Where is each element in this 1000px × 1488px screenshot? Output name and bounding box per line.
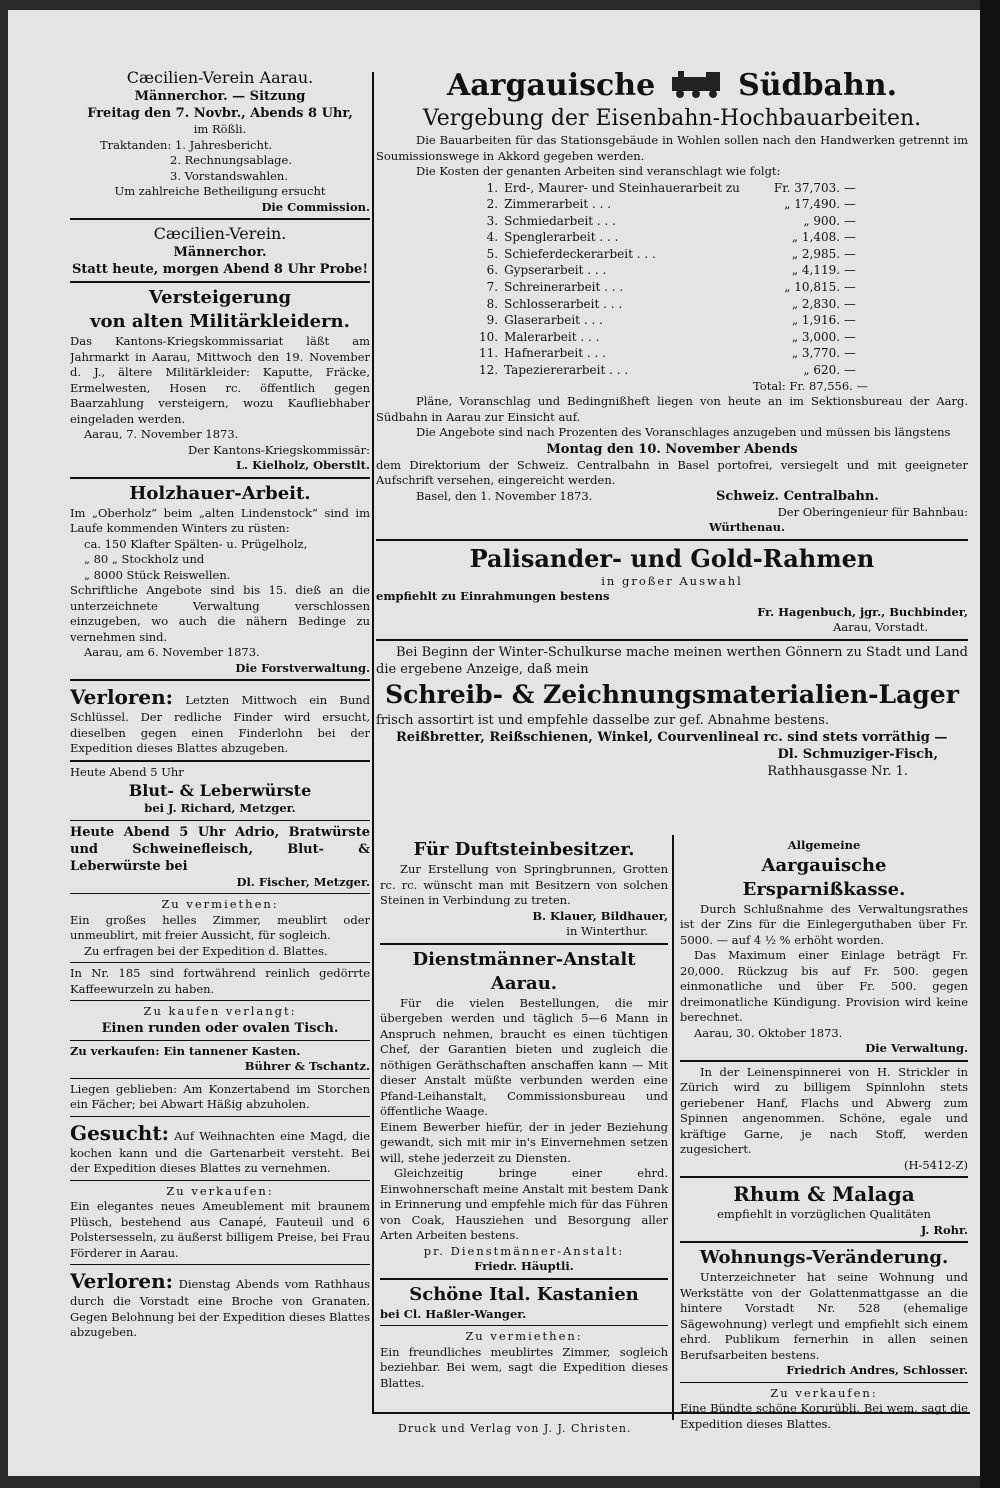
cost-row xyxy=(476,312,859,329)
ad-call: Um zahlreiche Betheiligung ersucht xyxy=(114,184,326,198)
cost-item: Tapeziererarbeit . . . xyxy=(504,363,629,378)
ad-signature: bei Cl. Haßler-Wanger. xyxy=(380,1306,527,1321)
cost-number: 3. xyxy=(486,213,499,228)
divider xyxy=(70,962,370,963)
ad-title: Dienstmänner-Anstalt Aarau. xyxy=(412,948,636,994)
divider xyxy=(70,477,370,479)
ad-title: Cæcilien-Verein Aarau. xyxy=(126,68,314,87)
cost-number: 5. xyxy=(486,246,499,261)
ad-signature: Die Verwaltung. xyxy=(865,1041,968,1055)
cost-number: 6. xyxy=(486,263,499,278)
cost-amount: „ 620. — xyxy=(803,363,856,378)
ad-wohnung xyxy=(680,1246,968,1379)
ad-text: empfiehlt zu Einrahmungen bestens xyxy=(376,589,610,604)
ad-signature: Die Forstverwaltung. xyxy=(235,660,370,675)
ad-vermieten-zimmer-2 xyxy=(380,1329,668,1391)
ad-item: „ 80 „ Stockholz und xyxy=(84,552,205,566)
ad-item: ca. 150 Klafter Spälten- u. Prügelholz, xyxy=(84,536,308,551)
ad-signature: Würthenau. xyxy=(708,520,786,535)
ad-text: Zur Erstellung von Springbrunnen, Grotten rc. rc. wünscht man mit Besitzern von solchen Steinen in Verbindung zu treten. xyxy=(380,862,668,907)
divider xyxy=(680,1176,968,1178)
cost-row xyxy=(476,246,859,263)
ad-item: 3. Vorstandswahlen. xyxy=(170,168,288,183)
ad-title: von alten Militärkleidern. xyxy=(90,311,350,332)
ad-date: Basel, den 1. November 1873. xyxy=(416,488,593,503)
cost-row xyxy=(476,329,859,346)
page-edge-shadow xyxy=(980,0,1000,1488)
ad-text: Das Maximum einer Einlage beträgt Fr. 20,000. Rückzug bis auf Fr. 500. gegen einmonatliche und über Fr. 500. gegen dreimonatliche Kündigung. Provision wird keine berechnet. xyxy=(680,948,968,1024)
ad-place: im Rößli. xyxy=(193,122,247,136)
divider xyxy=(70,1180,370,1181)
cost-amount: „ 2,985. — xyxy=(791,246,856,261)
ad-kaffeewurzeln xyxy=(70,966,370,997)
cost-number: 8. xyxy=(486,296,499,311)
cost-amount: „ 2,830. — xyxy=(791,296,856,311)
ad-headline: Zu kaufen verlangt: xyxy=(143,1004,297,1018)
ad-intro: Die Bauarbeiten für das Stationsgebäude in Wohlen sollen nach den Handwerken getrennt im Soumissionswege in Akkord gegeben werden. xyxy=(376,133,968,163)
ad-text: Ein elegantes neues Ameublement mit braunem Plüsch, bestehend aus Canapé, Fauteuil und 6 Polstersesseln, zu äußerst billigem Preise, bei Frau Förderer in Aarau. xyxy=(70,1199,370,1260)
cost-table xyxy=(476,180,859,379)
divider xyxy=(70,893,370,894)
ad-dienstmaenner xyxy=(380,948,668,1275)
ad-leinenspinnerei xyxy=(680,1065,968,1174)
ad-subtitle: Männerchor. xyxy=(173,245,267,260)
ad-signature: B. Klauer, Bildhauer, xyxy=(532,908,668,923)
left-column xyxy=(70,65,370,1343)
cost-item: Erd-, Maurer- und Steinhauerarbeit zu xyxy=(504,180,740,195)
ad-wuerste xyxy=(70,765,370,817)
divider xyxy=(380,943,668,945)
cost-row xyxy=(476,279,859,296)
ad-address: in Winterthur. xyxy=(566,924,648,938)
cost-number: 9. xyxy=(486,313,499,328)
cost-number: 7. xyxy=(486,280,499,295)
ad-date: Aarau, 30. Oktober 1873. xyxy=(694,1025,843,1040)
ad-item: „ 8000 Stück Reiswellen. xyxy=(84,567,231,582)
ad-vermieten-zimmer xyxy=(70,897,370,959)
cost-row xyxy=(476,180,859,197)
ad-tisch xyxy=(70,1004,370,1037)
locomotive-icon xyxy=(666,69,728,99)
cost-row xyxy=(476,229,859,246)
ad-title: Palisander- und Gold-Rahmen xyxy=(469,543,875,573)
ad-text: dem Direktorium der Schweiz. Centralbahn in Basel portofrei, versiegelt und mit geeigneter Aufschrift versehen, eingereicht werden. xyxy=(376,457,968,488)
ad-role: Der Kantons-Kriegskommissär: xyxy=(187,442,370,457)
cost-row xyxy=(476,296,859,313)
ad-text: empfiehlt in vorzüglichen Qualitäten xyxy=(717,1207,931,1221)
ad-title: Südbahn. xyxy=(738,68,898,103)
divider xyxy=(70,679,370,681)
ad-role: Der Oberingenieur für Bahnbau: xyxy=(777,504,968,519)
ad-text: Einen runden oder ovalen Tisch. xyxy=(101,1020,339,1036)
ad-title: Rhum & Malaga xyxy=(733,1182,915,1206)
ad-line: Heute Abend 5 Uhr xyxy=(70,764,184,779)
ad-text: Eine Bündte schöne Korurübli. Bei wem, sagt die Expedition dieses Blattes. xyxy=(680,1401,968,1431)
ad-title: Cæcilien-Verein. xyxy=(153,224,287,243)
ad-address: Aarau, Vorstadt. xyxy=(833,620,928,635)
cost-amount: „ 4,119. — xyxy=(791,263,856,278)
cost-number: 4. xyxy=(486,230,499,245)
cost-amount: „ 10,815. — xyxy=(784,280,856,295)
divider xyxy=(70,1264,370,1265)
cost-item: Malerarbeit . . . xyxy=(504,329,600,344)
imprint: Druck und Verlag von J. J. Christen. xyxy=(398,1422,632,1435)
ad-text: In der Leinenspinnerei von H. Strickler in Zürich wird zu billigem Spinnlohn stets geriebener Hanf, Flachs und Abwerg zum Spinnen angenommen. Schöne, egale und kräftige Garne, je nach Stoff, werden zugesichert. xyxy=(680,1064,968,1156)
ad-verloren-schluessel xyxy=(70,684,370,757)
cost-item: Schmiedarbeit . . . xyxy=(504,213,616,228)
right-column xyxy=(376,65,968,782)
ad-text: Dienstag Abends vom Rathhaus durch die Vorstadt eine Broche von Granaten. Gegen Belohnung bei der Expedition dieses Blattes abzugeben. xyxy=(70,1277,370,1339)
cost-number: 10. xyxy=(479,329,499,344)
ad-signature: L. Kielholz, Oberstlt. xyxy=(236,458,370,472)
ad-intro: Bei Beginn der Winter-Schulkurse mache meinen werthen Gönnern zu Stadt und Land die ergebene Anzeige, daß mein xyxy=(376,644,968,677)
footer-rule xyxy=(372,1412,970,1414)
ad-org: Schweiz. Centralbahn. xyxy=(716,488,879,504)
ad-text: Heute Abend 5 Uhr Adrio, Bratwürste und Schweinefleisch, Blut- & Leberwürste bei xyxy=(70,824,370,874)
cost-item: Schieferdeckerarbeit . . . xyxy=(504,246,656,261)
ad-ersparniskasse xyxy=(680,838,968,1057)
ad-date: Freitag den 7. Novbr., Abends 8 Uhr, xyxy=(87,106,353,121)
ad-text: Zu verkaufen: Ein tannener Kasten. xyxy=(70,1043,301,1058)
ad-title: Schreib- & Zeichnungsmaterialien-Lager xyxy=(385,679,959,709)
cost-amount: „ 3,770. — xyxy=(791,346,856,361)
ad-item: Traktanden: 1. Jahresbericht. xyxy=(100,137,273,152)
divider xyxy=(70,1078,370,1079)
cost-row xyxy=(476,196,859,213)
ad-liegen-geblieben xyxy=(70,1082,370,1113)
ad-role: pr. Dienstmänner-Anstalt: xyxy=(423,1243,625,1258)
ad-headline: Verloren: xyxy=(70,685,174,709)
cost-row xyxy=(476,345,859,362)
divider xyxy=(680,1382,968,1383)
ad-pretitle: Allgemeine xyxy=(787,838,861,852)
ad-subtitle: in großer Auswahl xyxy=(601,573,743,588)
ad-title: Wohnungs-Veränderung. xyxy=(699,1247,949,1268)
divider xyxy=(70,820,370,821)
ad-signature: Friedr. Häuptli. xyxy=(474,1259,574,1273)
newspaper-page xyxy=(8,10,980,1476)
ad-text: Einem Bewerber hiefür, der in jeder Beziehung gewandt, sich mit mir in's Einvernehmen setzen will, stehe jederzeit zu Diensten. xyxy=(380,1119,668,1165)
ad-text: Liegen geblieben: Am Konzertabend im Storchen ein Fächer; bei Abwart Häßig abzuholen. xyxy=(70,1081,370,1111)
cost-item: Hafnerarbeit . . . xyxy=(504,346,606,361)
ad-text: Durch Schlußnahme des Verwaltungsrathes ist der Zins für die Einlegerguthaben über Fr. 5000. — auf 4 ½ % erhöht worden. xyxy=(680,901,968,947)
ad-text: Unterzeichneter hat seine Wohnung und Werkstätte von der Golattenmattgasse an die hintere Vorstadt Nr. 528 (ehemalige Sägewohnung) verlegt und empfiehlt sich einem ehrd. Publikum fernerhin in allen seinen Berufsarbeiten bestens. xyxy=(680,1270,968,1362)
ad-schreibmaterialien xyxy=(376,644,968,780)
divider xyxy=(70,218,370,220)
ad-title: Aargauische xyxy=(446,68,656,103)
ad-duftstein xyxy=(380,838,668,940)
ad-headline: Zu vermiethen: xyxy=(161,897,279,911)
divider xyxy=(70,1000,370,1001)
cost-amount: Fr. 37,703. — xyxy=(773,180,856,195)
cost-row xyxy=(476,262,859,279)
ad-text: Das Kantons-Kriegskommissariat läßt am Jahrmarkt in Aarau, Mittwoch den 19. November d. J., ältere Militärkleider: Kaputte, Fräcke, Ermelwesten, Hosen rc. öffentlich gegen Baarzahlung versteigern, wozu Kaufliebhaber eingeladen werden. xyxy=(70,334,370,426)
ad-title: Schöne Ital. Kastanien xyxy=(409,1283,639,1305)
ad-suedbahn xyxy=(376,67,968,536)
cost-number: 11. xyxy=(479,346,499,361)
ad-headline: Zu verkaufen: xyxy=(770,1385,878,1400)
ad-text: frisch assortirt ist und empfehle dasselbe zur gef. Abnahme bestens. xyxy=(376,712,830,728)
ad-signature: Fr. Hagenbuch, jgr., Buchbinder, xyxy=(757,604,968,619)
ad-items: Reißbretter, Reißschienen, Winkel, Courvenlineal rc. sind stets vorräthig — xyxy=(396,729,948,745)
ad-text: Für die vielen Bestellungen, die mir übergeben werden und täglich 5—6 Mann in Anspruch nehmen, braucht es einen tüchtigen Chef, der Garantien bieten und zugleich die nöthigen Geräthschaften anschaffen kann — Mit dieser Anstalt müßte verbunden werden eine Pfand-Leihanstalt, Commissionsbureau und öffentliche Waage. xyxy=(380,995,668,1118)
divider xyxy=(70,760,370,762)
ad-subtitle: Vergebung der Eisenbahn-Hochbauarbeiten. xyxy=(422,106,922,131)
column-rule-lower xyxy=(672,835,674,1420)
cost-number: 12. xyxy=(479,363,499,378)
divider xyxy=(376,639,968,641)
ad-palisander xyxy=(376,544,968,636)
cost-number: 1. xyxy=(486,180,499,195)
cost-number: 2. xyxy=(486,197,499,212)
ad-signature: Dl. Schmuziger-Fisch, xyxy=(777,746,938,762)
ad-headline: Gesucht: xyxy=(70,1120,169,1145)
ad-ameublement xyxy=(70,1184,370,1262)
cost-item: Zimmerarbeit . . . xyxy=(504,197,612,212)
ad-kasten xyxy=(70,1044,370,1075)
ad-address: Rathhausgasse Nr. 1. xyxy=(767,763,908,779)
ad-signature: Die Commission. xyxy=(261,199,370,214)
ad-caecilien-aarau xyxy=(70,67,370,215)
ad-headline: Verloren: xyxy=(70,1269,174,1293)
cost-amount: „ 17,490. — xyxy=(784,197,856,212)
ad-subtitle: Männerchor. — Sitzung xyxy=(134,89,306,104)
ad-headline: Zu verkaufen: xyxy=(166,1183,274,1198)
ad-title: Blut- & Leberwürste xyxy=(128,781,312,800)
cost-item: Spenglerarbeit . . . xyxy=(504,230,619,245)
ad-text: In Nr. 185 sind fortwährend reinlich gedörrte Kaffeewurzeln zu haben. xyxy=(70,966,370,996)
ad-korn xyxy=(680,1386,968,1433)
ad-kastanien xyxy=(380,1283,668,1323)
ad-signature: bei J. Richard, Metzger. xyxy=(144,801,296,815)
ad-title: Holzhauer-Arbeit. xyxy=(129,482,311,504)
divider xyxy=(380,1325,668,1326)
cost-amount: „ 3,000. — xyxy=(791,329,856,344)
ad-gesucht xyxy=(70,1120,370,1177)
ad-text: Ein großes helles Zimmer, meublirt oder unmeublirt, mit freier Aussicht, für sogleich. xyxy=(70,912,370,942)
cost-item: Gypserarbeit . . . xyxy=(504,263,607,278)
ad-signature: Dl. Fischer, Metzger. xyxy=(236,874,370,889)
divider xyxy=(380,1278,668,1280)
ad-title: Für Duftsteinbesitzer. xyxy=(413,839,635,860)
ad-text: Pläne, Voranschlag und Bedingnißheft liegen von heute an im Sektionsbureau der Aarg. Südbahn in Aarau zur Einsicht auf. xyxy=(376,394,968,424)
ad-holzhauer xyxy=(70,482,370,677)
ad-item: 2. Rechnungsablage. xyxy=(170,153,292,167)
ad-headline: Zu vermiethen: xyxy=(465,1329,583,1343)
cost-total: Total: Fr. 87,556. — xyxy=(753,378,868,393)
ad-title: Aargauische Ersparnißkasse. xyxy=(742,854,906,900)
ad-code: (H-5412-Z) xyxy=(903,1157,968,1172)
divider xyxy=(70,281,370,283)
ad-versteigerung xyxy=(70,286,370,474)
ad-rhum-malaga xyxy=(680,1181,968,1238)
divider xyxy=(70,1040,370,1041)
cost-row xyxy=(476,362,859,379)
cost-amount: „ 1,916. — xyxy=(791,313,856,328)
ad-text: Auf Weihnachten eine Magd, die kochen kann und die Gartenarbeit versteht. Bei der Expedition dieses Blattes zu vernehmen. xyxy=(70,1128,370,1175)
ad-intro: Die Kosten der genanten Arbeiten sind veranschlagt wie folgt: xyxy=(416,164,781,178)
right-lower-left xyxy=(380,836,668,1393)
divider xyxy=(680,1060,968,1062)
ad-signature: Friedrich Andres, Schlosser. xyxy=(786,1363,968,1377)
ad-text: Ein freundliches meublirtes Zimmer, sogleich beziehbar. Bei wem, sagt die Expedition dieses Blattes. xyxy=(380,1344,668,1390)
cost-item: Glaserarbeit . . . xyxy=(504,313,603,328)
ad-date: Aarau, 7. November 1873. xyxy=(84,427,239,441)
cost-amount: „ 900. — xyxy=(803,213,856,228)
cost-amount: „ 1,408. — xyxy=(791,230,856,245)
ad-text: Die Angebote sind nach Prozenten des Voranschlages anzugeben und müssen bis längstens xyxy=(416,425,951,440)
cost-item: Schreinerarbeit . . . xyxy=(504,280,624,295)
ad-text: Zu erfragen bei der Expedition d. Blattes. xyxy=(84,943,328,958)
divider xyxy=(376,539,968,541)
ad-title: Versteigerung xyxy=(148,287,292,308)
ad-adrio xyxy=(70,824,370,891)
ad-text: Im „Oberholz“ beim „alten Lindenstock“ sind im Laufe kommenden Winters zu rüsten: xyxy=(70,505,370,535)
ad-signature: Bührer & Tschantz. xyxy=(244,1059,370,1073)
ad-date: Aarau, am 6. November 1873. xyxy=(84,645,260,659)
ad-signature: J. Rohr. xyxy=(920,1222,968,1237)
ad-text: Letzten Mittwoch ein Bund Schlüssel. Der redliche Finder wird ersucht, dieselben gegen einen Finderlohn bei der Expedition dieses Blattes abzugeben. xyxy=(70,693,370,755)
ad-text: Schriftliche Angebote sind bis 15. dieß an die unterzeichnete Verwaltung verschlossen einzugeben, wo auch die nähern Bedinge zu vernehmen sind. xyxy=(70,583,370,644)
right-lower-right xyxy=(680,836,968,1434)
ad-text: Statt heute, morgen Abend 8 Uhr Probe! xyxy=(71,262,369,277)
ad-deadline: Montag den 10. November Abends xyxy=(546,441,798,457)
ad-verloren-broche xyxy=(70,1268,370,1341)
divider xyxy=(70,1116,370,1117)
column-rule xyxy=(372,72,374,1412)
cost-item: Schlosserarbeit . . . xyxy=(504,296,623,311)
ad-text: Gleichzeitig bringe einer ehrd. Einwohnerschaft meine Anstalt mit bestem Dank in Erinnerung und empfehle mich für das Führen von Coak, Hausziehen und Besorgung aller Arten Arbeiten bestens. xyxy=(380,1166,668,1242)
divider xyxy=(680,1241,968,1243)
ad-caecilien-probe xyxy=(70,223,370,278)
cost-row xyxy=(476,213,859,230)
